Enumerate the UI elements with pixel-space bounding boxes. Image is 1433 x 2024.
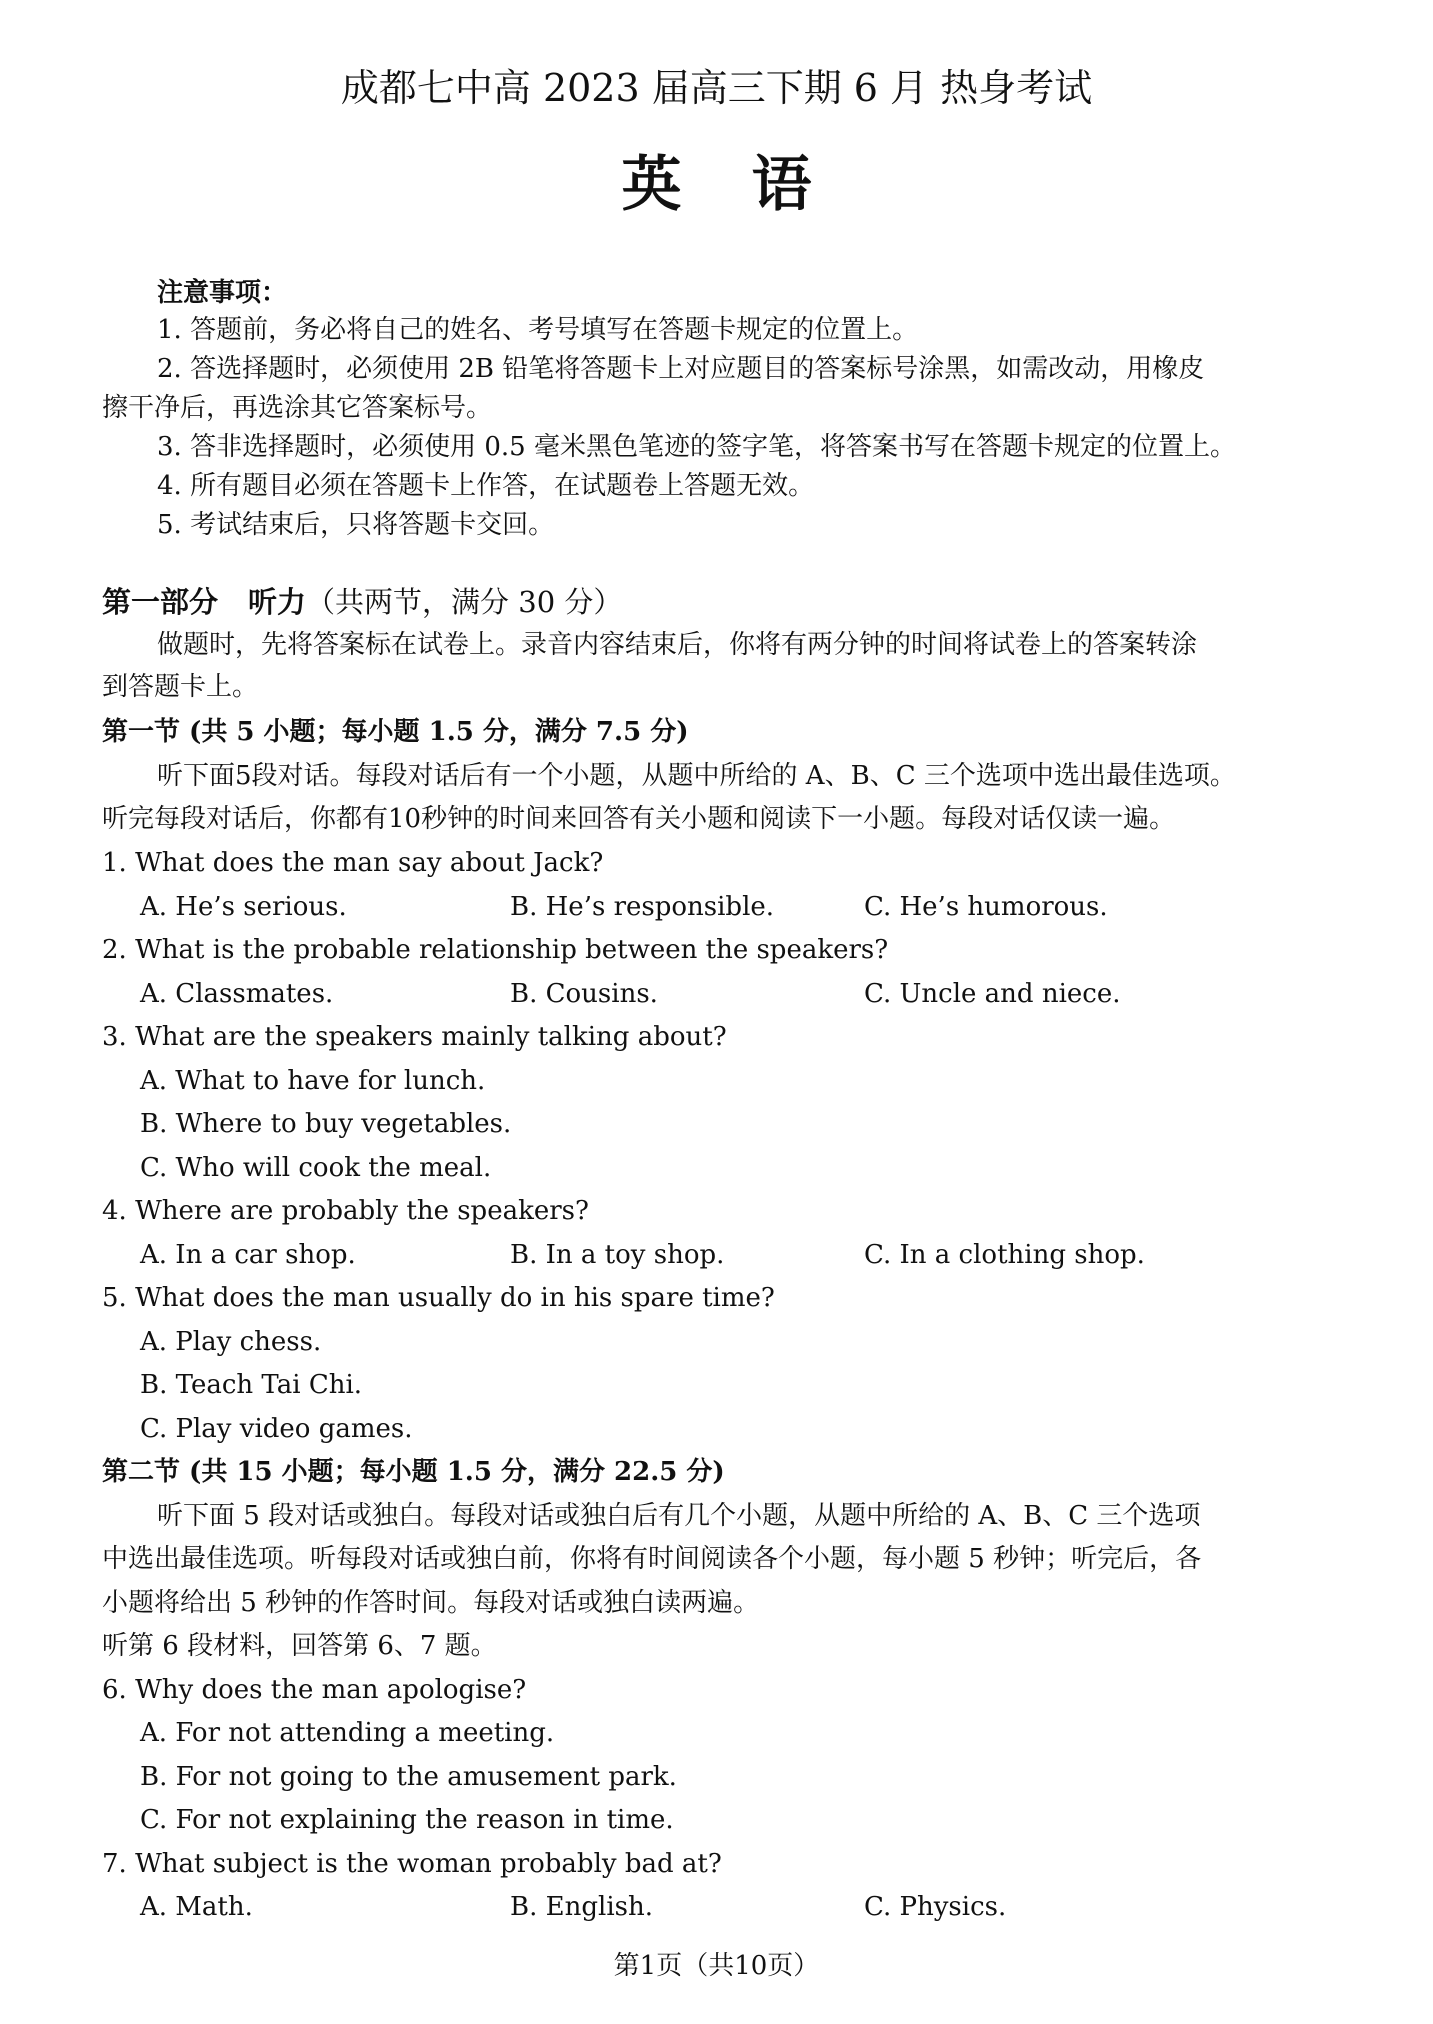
part1-title-a: 第一部分 — [102, 585, 219, 619]
q3-option-b: B. Where to buy vegetables. — [140, 1109, 512, 1139]
q3-option-a: A. What to have for lunch. — [140, 1066, 486, 1096]
question-5: 5. What does the man usually do in his spare time? — [102, 1283, 775, 1313]
q1-option-a: A. He’s serious. — [140, 892, 347, 922]
question-6: 6. Why does the man apologise? — [102, 1675, 527, 1705]
part1-intro-2: 到答题卡上。 — [102, 672, 259, 702]
q6-option-b: B. For not going to the amusement park. — [140, 1762, 677, 1792]
question-7: 7. What subject is the woman probably bad at? — [102, 1849, 722, 1879]
q2-option-c: C. Uncle and niece. — [864, 979, 1121, 1009]
section1-intro-2: 听完每段对话后，你都有10秒钟的时间来回答有关小题和阅读下一小题。每段对话仅读一遍。 — [102, 804, 1176, 834]
part1-title — [102, 584, 1342, 620]
q7-option-c: C. Physics. — [864, 1892, 1007, 1922]
q5-option-c: C. Play video games. — [140, 1414, 413, 1444]
section2-material: 听第 6 段材料，回答第 6、7 题。 — [102, 1631, 497, 1661]
notice-item-1: 1. 答题前，务必将自己的姓名、考号填写在答题卡规定的位置上。 — [157, 315, 919, 345]
q2-option-a: A. Classmates. — [140, 979, 334, 1009]
q5-option-a: A. Play chess. — [140, 1327, 322, 1357]
notice-heading: 注意事项： — [157, 278, 288, 308]
notice-item-5: 5. 考试结束后，只将答题卡交回。 — [157, 510, 555, 540]
notice-item-2-cont: 擦干净后，再选涂其它答案标号。 — [102, 393, 493, 423]
section2-intro-1: 听下面 5 段对话或独白。每段对话或独白后有几个小题，从题中所给的 A、B、C 三个选项 — [157, 1501, 1201, 1531]
section1-title: 第一节 (共 5 小题；每小题 1.5 分，满分 7.5 分) — [102, 717, 689, 747]
question-2: 2. What is the probable relationship between the speakers? — [102, 935, 889, 965]
part1-title-b: 听力 — [248, 585, 307, 619]
q4-option-b: B. In a toy shop. — [510, 1240, 725, 1270]
section2-intro-3: 小题将给出 5 秒钟的作答时间。每段对话或独白读两遍。 — [102, 1588, 760, 1618]
notice-item-2: 2. 答选择题时，必须使用 2B 铅笔将答题卡上对应题目的答案标号涂黑，如需改动，用橡皮 — [157, 354, 1205, 384]
q7-option-a: A. Math. — [140, 1892, 253, 1922]
q1-option-b: B. He’s responsible. — [510, 892, 775, 922]
question-4: 4. Where are probably the speakers? — [102, 1196, 589, 1226]
q6-option-c: C. For not explaining the reason in time. — [140, 1805, 674, 1835]
notice-item-4: 4. 所有题目必须在答题卡上作答，在试题卷上答题无效。 — [157, 471, 815, 501]
q6-option-a: A. For not attending a meeting. — [140, 1718, 555, 1748]
q1-option-c: C. He’s humorous. — [864, 892, 1108, 922]
question-3: 3. What are the speakers mainly talking about? — [102, 1022, 727, 1052]
q7-option-b: B. English. — [510, 1892, 653, 1922]
section2-title: 第二节 (共 15 小题；每小题 1.5 分，满分 22.5 分) — [102, 1457, 725, 1487]
page-number: 第1页（共10页） — [613, 1951, 820, 1981]
subject-title: 英语 — [621, 150, 882, 220]
part1-intro-1: 做题时，先将答案标在试卷上。录音内容结束后，你将有两分钟的时间将试卷上的答案转涂 — [157, 630, 1198, 660]
section2-intro-2: 中选出最佳选项。听每段对话或独白前，你将有时间阅读各个小题，每小题 5 秒钟；听完后，各 — [102, 1544, 1202, 1574]
question-1: 1. What does the man say about Jack? — [102, 848, 604, 878]
exam-title: 成都七中高 2023 届高三下期 6 月 热身考试 — [340, 66, 1093, 110]
q2-option-b: B. Cousins. — [510, 979, 658, 1009]
q4-option-a: A. In a car shop. — [140, 1240, 356, 1270]
section1-intro-1: 听下面5段对话。每段对话后有一个小题，从题中所给的 A、B、C 三个选项中选出最佳选项。 — [157, 761, 1236, 791]
part1-title-c: （共两节，满分 30 分） — [306, 585, 623, 619]
q3-option-c: C. Who will cook the meal. — [140, 1153, 492, 1183]
q5-option-b: B. Teach Tai Chi. — [140, 1370, 363, 1400]
notice-item-3: 3. 答非选择题时，必须使用 0.5 毫米黑色笔迹的签字笔，将答案书写在答题卡规定的位置上。 — [157, 432, 1236, 462]
q4-option-c: C. In a clothing shop. — [864, 1240, 1145, 1270]
